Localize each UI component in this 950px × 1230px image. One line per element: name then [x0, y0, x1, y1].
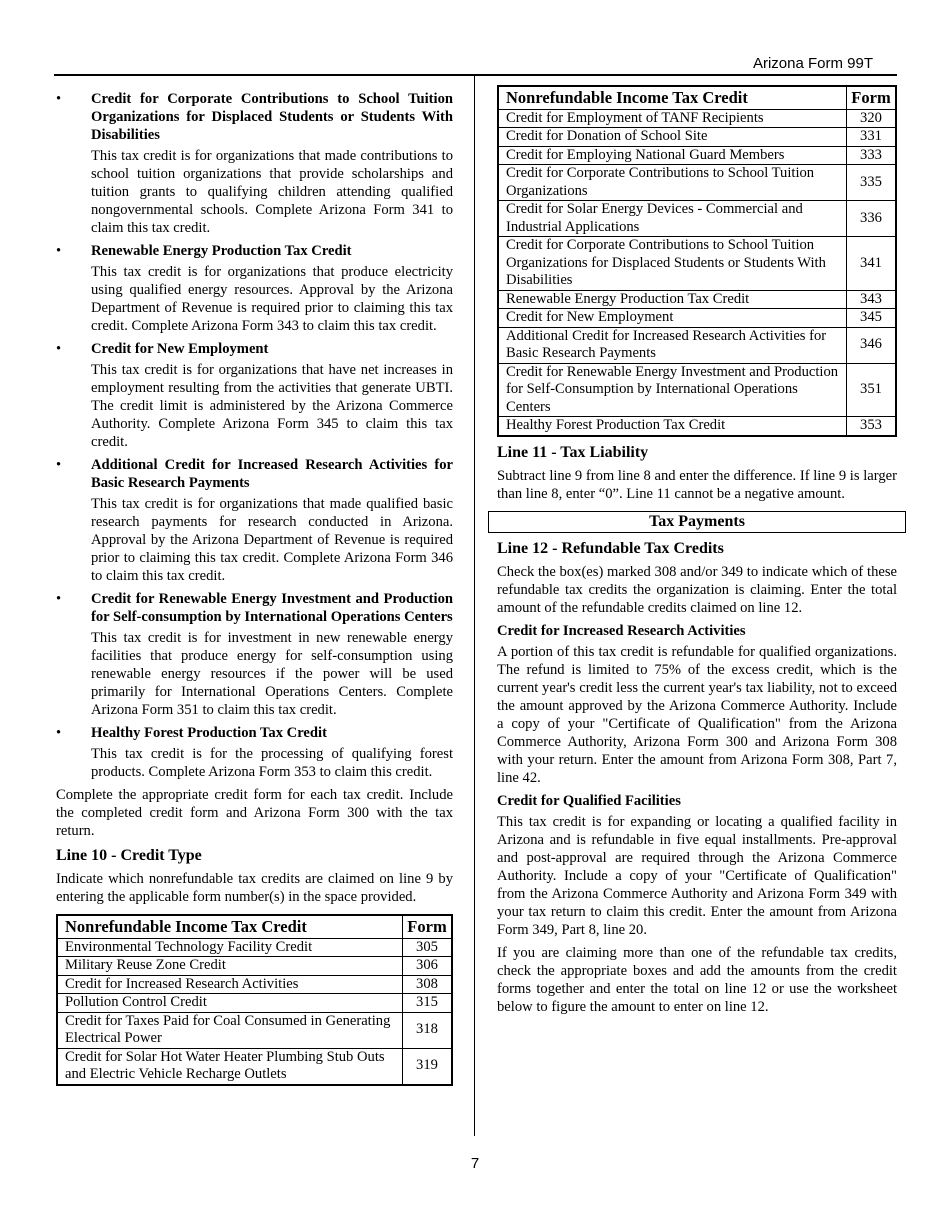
- credit-name-cell: Credit for Employment of TANF Recipients: [498, 109, 847, 128]
- bullet-body: This tax credit is for the processing of qualifying forest products. Complete Arizona Form 353 to claim this credit.: [91, 746, 453, 780]
- credit-bullet: [56, 456, 453, 492]
- table-row: [57, 975, 452, 994]
- credit-bullet: [56, 242, 453, 260]
- bullet-title: Credit for Corporate Contributions to School Tuition Organizations for Displaced Students or Students With Disabilities: [91, 91, 453, 143]
- credit-bullet: [56, 590, 453, 626]
- bullet-body: This tax credit is for organizations that have net increases in employment resulting from the activities that generate UBTI. The credit limit is administered by the Arizona Commerce Authority. Complete Arizona Form 345 to claim this tax credit.: [91, 362, 453, 450]
- table-row: [57, 957, 452, 976]
- credit-name-cell: Healthy Forest Production Tax Credit: [498, 417, 847, 436]
- bullet-body: This tax credit is for investment in new renewable energy facilities that produce energy for self-consumption using renewable energy resources if the power will be used primarily for International Operations Centers. Complete Arizona Form 351 to claim this tax credit.: [91, 630, 453, 718]
- cqf-heading: Credit for Qualified Facilities: [497, 792, 681, 809]
- credit-bullet: [56, 340, 453, 358]
- line12-paragraph: Check the box(es) marked 308 and/or 349 to indicate which of these refundable tax credits the organization is claiming. Enter the total amount of the refundable credits claimed on line 12.: [497, 563, 897, 616]
- cira-paragraph: A portion of this tax credit is refundable for qualified organizations. The refund is limited to 75% of the excess credit, which is the current year's credit less the current year's tax liability, not to exceed the amount approved by the Arizona Commerce Authority. Include a copy of your "Certificate of Qualification" from the Arizona Commerce Authority, Arizona Form 300 and Arizona Form 308 with your return. Enter the amount from Arizona Form 308, Part 7, line 42.: [497, 643, 897, 786]
- table-row: [57, 1012, 452, 1048]
- credit-bullet-list: [56, 90, 453, 781]
- credit-name-cell: Credit for Corporate Contributions to School Tuition Organizations for Displaced Students or Students With Disabilities: [498, 237, 847, 291]
- table-row: [57, 938, 452, 957]
- form-number-cell: 345: [847, 309, 897, 328]
- form-label: Arizona Form 99T: [752, 55, 873, 72]
- table-header-credit: Nonrefundable Income Tax Credit: [498, 86, 847, 109]
- credit-name-cell: Environmental Technology Facility Credit: [57, 938, 403, 957]
- table-row: [498, 109, 896, 128]
- table-row: [498, 201, 896, 237]
- table-header-form: Form: [847, 86, 897, 109]
- form-number-cell: 336: [847, 201, 897, 237]
- bullet-dot-icon: •: [56, 725, 62, 741]
- bullet-body: This tax credit is for organizations that made qualified basic research payments for research conducted in Arizona. Approval by the Arizona Department of Revenue is required prior to claiming this tax credit. Complete Arizona Form 346 to claim this tax credit.: [91, 496, 453, 584]
- table-row: [498, 363, 896, 417]
- form-number-cell: 319: [403, 1048, 453, 1085]
- table-row: [498, 128, 896, 147]
- credit-name-cell: Credit for New Employment: [498, 309, 847, 328]
- form-number-cell: 306: [403, 957, 453, 976]
- form-number-cell: 351: [847, 363, 897, 417]
- form-number-cell: 305: [403, 938, 453, 957]
- credit-bullet: [56, 724, 453, 742]
- multi-credit-paragraph: If you are claiming more than one of the refundable tax credits, check the appropriate boxes and add the amounts from the credit forms together and enter the total on line 12 or use the worksheet below to figure the amount to enter on line 12.: [497, 944, 897, 1015]
- column-divider: [474, 76, 475, 1136]
- bullet-body: This tax credit is for organizations that made contributions to school tuition organizations that provide scholarships and tuition grants to qualifying children attending qualified nongovernmental schools. Complete Arizona Form 341 to claim this tax credit.: [91, 148, 453, 236]
- credit-name-cell: Credit for Renewable Energy Investment and Production for Self-Consumption by International Operations Centers: [498, 363, 847, 417]
- credit-name-cell: Credit for Employing National Guard Members: [498, 146, 847, 165]
- credit-name-cell: Credit for Corporate Contributions to School Tuition Organizations: [498, 165, 847, 201]
- credit-name-cell: Credit for Taxes Paid for Coal Consumed in Generating Electrical Power: [57, 1012, 403, 1048]
- table-header-form: Form: [403, 915, 453, 938]
- credit-name-cell: Renewable Energy Production Tax Credit: [498, 290, 847, 309]
- credit-table-right: [497, 85, 897, 437]
- cqf-paragraph: This tax credit is for expanding or locating a qualified facility in Arizona and is refundable in five equal installments. Pre-approval and post-approval are required through the Arizona Commerce Authority. Include a copy of your "Certificate of Qualification" from the Arizona Commerce Authority and Arizona Form 349 with your tax return to claim this credit. Enter the amount from Arizona Form 349, Part 8, line 20.: [497, 813, 897, 938]
- header-rule: [54, 74, 897, 76]
- page-number: 7: [470, 1155, 480, 1172]
- bullet-body: This tax credit is for organizations that produce electricity using qualified energy resources. Approval by the Arizona Department of Revenue is required prior to claiming this tax credit. Complete Arizona Form 343 to claim this tax credit.: [91, 264, 453, 334]
- bullet-title: Renewable Energy Production Tax Credit: [91, 243, 352, 259]
- form-number-cell: 308: [403, 975, 453, 994]
- credit-name-cell: Pollution Control Credit: [57, 994, 403, 1013]
- table-row: [498, 290, 896, 309]
- bullet-title: Credit for New Employment: [91, 341, 269, 357]
- table-row: [498, 146, 896, 165]
- table-row: [498, 327, 896, 363]
- table-row: [498, 237, 896, 291]
- line10-heading: Line 10 - Credit Type: [56, 847, 202, 864]
- form-number-cell: 320: [847, 109, 897, 128]
- form-number-cell: 335: [847, 165, 897, 201]
- table-row: [57, 994, 452, 1013]
- form-number-cell: 341: [847, 237, 897, 291]
- form-number-cell: 343: [847, 290, 897, 309]
- left-column: [56, 90, 453, 1086]
- table-header-credit: Nonrefundable Income Tax Credit: [57, 915, 403, 938]
- line11-paragraph: Subtract line 9 from line 8 and enter the difference. If line 9 is larger than line 8, enter “0”. Line 11 cannot be a negative amount.: [497, 467, 897, 502]
- credit-bullet: [56, 90, 453, 144]
- bullet-title: Healthy Forest Production Tax Credit: [91, 725, 327, 741]
- credit-name-cell: Credit for Solar Energy Devices - Commercial and Industrial Applications: [498, 201, 847, 237]
- credit-name-cell: Credit for Increased Research Activities: [57, 975, 403, 994]
- complete-paragraph: Complete the appropriate credit form for each tax credit. Include the completed credit form and Arizona Form 300 with the tax return.: [56, 787, 453, 839]
- right-column: [497, 85, 897, 1021]
- bullet-dot-icon: •: [56, 91, 62, 107]
- table-row: [498, 165, 896, 201]
- credit-table-left: [56, 914, 453, 1086]
- line11-heading: Line 11 - Tax Liability: [497, 443, 649, 461]
- bullet-dot-icon: •: [56, 591, 62, 607]
- form-number-cell: 346: [847, 327, 897, 363]
- table-row: [498, 417, 896, 436]
- bullet-dot-icon: •: [56, 457, 62, 473]
- credit-name-cell: Credit for Donation of School Site: [498, 128, 847, 147]
- bullet-dot-icon: •: [56, 243, 62, 259]
- table-row: [57, 1048, 452, 1085]
- form-number-cell: 353: [847, 417, 897, 436]
- bullet-dot-icon: •: [56, 341, 62, 357]
- bullet-title: Credit for Renewable Energy Investment and Production for Self-consumption by International Operations Centers: [91, 591, 453, 625]
- credit-name-cell: Credit for Solar Hot Water Heater Plumbing Stub Outs and Electric Vehicle Recharge Outlets: [57, 1048, 403, 1085]
- form-number-cell: 318: [403, 1012, 453, 1048]
- credit-name-cell: Additional Credit for Increased Research Activities for Basic Research Payments: [498, 327, 847, 363]
- bullet-title: Additional Credit for Increased Research Activities for Basic Research Payments: [91, 457, 453, 491]
- tax-payments-banner: Tax Payments: [488, 511, 906, 533]
- form-number-cell: 331: [847, 128, 897, 147]
- cira-heading: Credit for Increased Research Activities: [497, 622, 746, 639]
- line10-paragraph: Indicate which nonrefundable tax credits are claimed on line 9 by entering the applicable form number(s) in the space provided.: [56, 871, 453, 905]
- line12-heading: Line 12 - Refundable Tax Credits: [497, 539, 724, 557]
- table-row: [498, 309, 896, 328]
- form-number-cell: 333: [847, 146, 897, 165]
- credit-name-cell: Military Reuse Zone Credit: [57, 957, 403, 976]
- form-number-cell: 315: [403, 994, 453, 1013]
